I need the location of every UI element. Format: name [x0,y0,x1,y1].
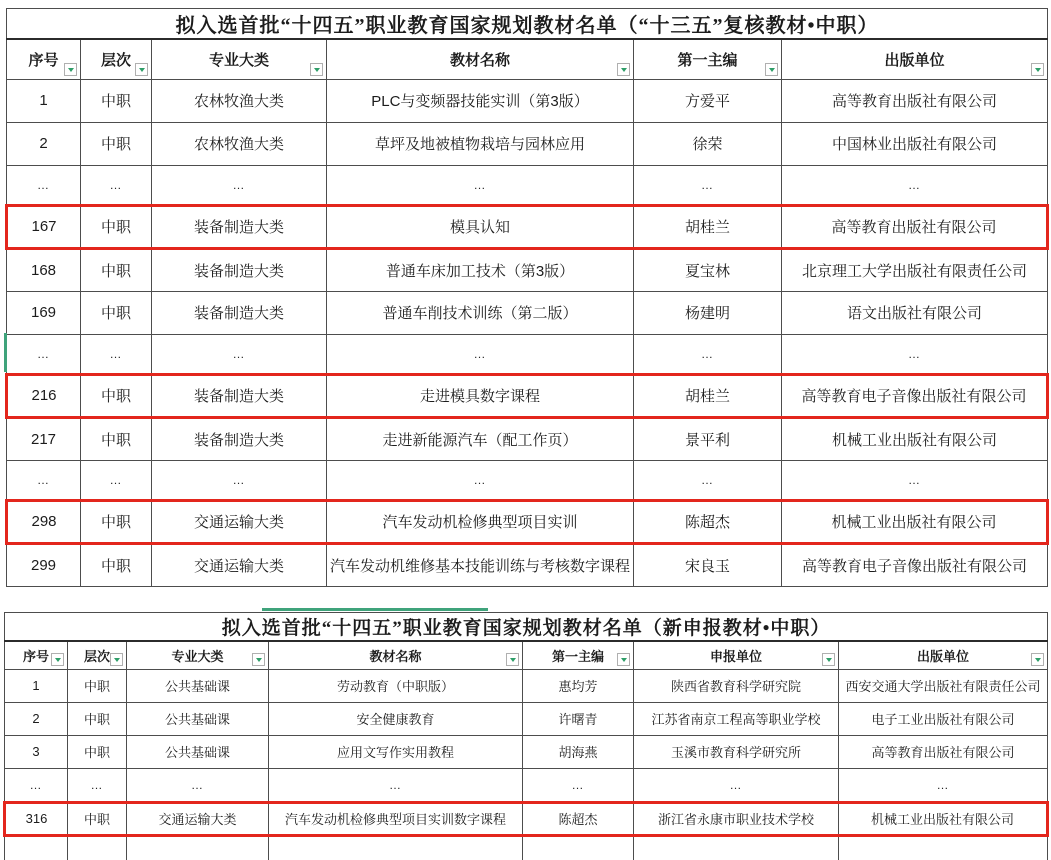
column-header [68,641,127,669]
column-header-label: 出版单位 [884,51,945,69]
table-row-highlighted [5,802,1048,835]
filter-dropdown-icon[interactable] [135,63,148,76]
table-cell: 公共基础课 [127,669,269,702]
table-cell: … [782,460,1048,500]
table-row [5,768,1048,802]
column-header [782,39,1048,79]
table-cell: … [5,768,68,802]
table-cell: 217 [7,417,81,460]
table-title: 拟入选首批“十四五”职业教育国家规划教材名单（新申报教材•中职） [5,613,1048,642]
table-cell: … [634,334,782,374]
table-cell: … [839,768,1048,802]
table-cell: 装备制造大类 [152,374,327,417]
table-cell: 高等教育出版社有限公司 [782,205,1048,248]
table-cell: 胡桂兰 [634,374,782,417]
column-header-label: 序号 [28,51,59,69]
table-cell: 装备制造大类 [152,248,327,291]
table-cell: … [327,460,634,500]
filter-dropdown-icon[interactable] [617,63,630,76]
column-header-label: 层次 [100,51,131,69]
filter-dropdown-icon[interactable] [1031,653,1044,666]
table-cell: 交通运输大类 [152,500,327,543]
table-cell: … [523,768,634,802]
table-cell: 农林牧渔大类 [152,122,327,165]
table-cell: 中职 [81,79,152,122]
table-cell: … [152,165,327,205]
table-cell: 杨建明 [634,291,782,334]
table-row [7,165,1048,205]
table-cell: … [269,768,523,802]
review-table [5,8,1049,587]
table-cell: 走进新能源汽车（配工作页） [327,417,634,460]
table-row [7,248,1048,291]
table-cell: … [327,334,634,374]
table-cell [634,835,839,860]
table-cell: 胡桂兰 [634,205,782,248]
table-cell: 2 [5,702,68,735]
table-cell: 陈超杰 [634,500,782,543]
column-header [327,39,634,79]
table-cell: … [81,334,152,374]
table-cell: 中职 [68,702,127,735]
table-cell [523,835,634,860]
table-row [7,543,1048,586]
table-cell: 168 [7,248,81,291]
filter-dropdown-icon[interactable] [506,653,519,666]
table-cell: 机械工业出版社有限公司 [782,500,1048,543]
new-application-table [3,612,1049,860]
table-cell: 汽车发动机检修典型项目实训 [327,500,634,543]
table-cell: 草坪及地被植物栽培与园林应用 [327,122,634,165]
table-row [7,460,1048,500]
table-cell: 汽车发动机维修基本技能训练与考核数字课程 [327,543,634,586]
table-cell: 高等教育出版社有限公司 [782,79,1048,122]
column-header-label: 申报单位 [709,648,762,664]
table-row [7,122,1048,165]
filter-dropdown-icon[interactable] [310,63,323,76]
stitch-artifact-green-line [262,608,488,611]
table-row [5,702,1048,735]
table-cell: 298 [7,500,81,543]
table-cell: 中职 [81,122,152,165]
table-cell: … [634,768,839,802]
column-header-label: 教材名称 [369,648,422,664]
table-cell: 高等教育电子音像出版社有限公司 [782,374,1048,417]
table-cell: 陕西省教育科学研究院 [634,669,839,702]
table-cell: … [152,460,327,500]
column-header-label: 出版单位 [917,648,970,664]
column-header [152,39,327,79]
table-cell: PLC与变频器技能实训（第3版） [327,79,634,122]
column-header-label: 专业大类 [171,648,224,664]
table-cell: 普通车床加工技术（第3版） [327,248,634,291]
table-cell: 中职 [81,417,152,460]
table-cell: 应用文写作实用教程 [269,735,523,768]
table-cell: 许曙青 [523,702,634,735]
filter-dropdown-icon[interactable] [617,653,630,666]
filter-dropdown-icon[interactable] [765,63,778,76]
table-cell: … [81,460,152,500]
table-row-highlighted [7,500,1048,543]
filter-dropdown-icon[interactable] [822,653,835,666]
column-header [5,641,68,669]
table-cell: 中国林业出版社有限公司 [782,122,1048,165]
table-cell: 交通运输大类 [127,802,269,835]
table-cell: 216 [7,374,81,417]
column-header-label: 教材名称 [449,51,510,69]
filter-dropdown-icon[interactable] [51,653,64,666]
filter-dropdown-icon[interactable] [64,63,77,76]
table-cell: 语文出版社有限公司 [782,291,1048,334]
table-cell: 胡海燕 [523,735,634,768]
table-cell: 劳动教育（中职版） [269,669,523,702]
table-cell: 北京理工大学出版社有限责任公司 [782,248,1048,291]
table-cell: … [634,165,782,205]
table-cell: 安全健康教育 [269,702,523,735]
table-cell: … [152,334,327,374]
table-cell [5,835,68,860]
table-cell: … [327,165,634,205]
column-header [7,39,81,79]
column-header [127,641,269,669]
table-cell: 西安交通大学出版社有限责任公司 [839,669,1048,702]
table-cell: 普通车削技术训练（第二版） [327,291,634,334]
table-cell: 机械工业出版社有限公司 [782,417,1048,460]
table-cell: 316 [5,802,68,835]
table-cell: 走进模具数字课程 [327,374,634,417]
table-cell: 1 [7,79,81,122]
table-cell: 中职 [81,205,152,248]
table-cell: 中职 [81,374,152,417]
table-cell: 电子工业出版社有限公司 [839,702,1048,735]
table-cell: 中职 [81,291,152,334]
table-cell: 中职 [81,543,152,586]
table-cell: 公共基础课 [127,702,269,735]
filter-dropdown-icon[interactable] [252,653,265,666]
table-cell: 徐荣 [634,122,782,165]
table-cell: 夏宝林 [634,248,782,291]
table-cell: … [782,165,1048,205]
table-cell: 169 [7,291,81,334]
stitch-artifact-green-sliver [4,333,7,372]
table-cell: … [68,768,127,802]
column-header [523,641,634,669]
table-row [7,79,1048,122]
table-cell: 装备制造大类 [152,291,327,334]
table-cell: 玉溪市教育科学研究所 [634,735,839,768]
table-cell: 高等教育出版社有限公司 [839,735,1048,768]
table-cell: 高等教育电子音像出版社有限公司 [782,543,1048,586]
table-row [5,735,1048,768]
table-cell [68,835,127,860]
table-cell: 中职 [68,669,127,702]
table-cell [839,835,1048,860]
table-cell: 农林牧渔大类 [152,79,327,122]
table-cell: 装备制造大类 [152,417,327,460]
table-cell: 浙江省永康市职业技术学校 [634,802,839,835]
table-title: 拟入选首批“十四五”职业教育国家规划教材名单（“十三五”复核教材•中职） [7,9,1048,40]
column-header [634,39,782,79]
table-cell: 江苏省南京工程高等职业学校 [634,702,839,735]
table-row [5,669,1048,702]
table-cell: 167 [7,205,81,248]
table-cell: … [7,165,81,205]
filter-dropdown-icon[interactable] [1031,63,1044,76]
column-header-label: 层次 [83,648,110,664]
table-cell: 模具认知 [327,205,634,248]
table-cell: 3 [5,735,68,768]
table-cell: 2 [7,122,81,165]
table-cell: 方爱平 [634,79,782,122]
table-cell: 景平利 [634,417,782,460]
table-cell: … [782,334,1048,374]
column-header-label: 第一主编 [551,648,604,664]
column-header [634,641,839,669]
table-cell: … [7,460,81,500]
table-cell: 中职 [68,735,127,768]
column-header [81,39,152,79]
table-cell: … [7,334,81,374]
table-row [7,417,1048,460]
table-cell: 公共基础课 [127,735,269,768]
table-cell: 机械工业出版社有限公司 [839,802,1048,835]
filter-dropdown-icon[interactable] [110,653,123,666]
table-cell: … [634,460,782,500]
table-cell: 中职 [81,500,152,543]
table-cell: 299 [7,543,81,586]
column-header [839,641,1048,669]
table-cell: 陈超杰 [523,802,634,835]
column-header-label: 专业大类 [208,51,269,69]
table-cell: 中职 [68,802,127,835]
table-cell: 中职 [81,248,152,291]
table-row [5,835,1048,860]
table-cell: 1 [5,669,68,702]
table-cell [269,835,523,860]
table-cell: … [127,768,269,802]
table-cell: 装备制造大类 [152,205,327,248]
table-row [7,291,1048,334]
column-header [269,641,523,669]
table-cell: 惠均芳 [523,669,634,702]
column-header-label: 第一主编 [677,51,738,69]
table-cell: 汽车发动机检修典型项目实训数字课程 [269,802,523,835]
table-cell: 交通运输大类 [152,543,327,586]
table-cell: … [81,165,152,205]
column-header-label: 序号 [22,648,49,664]
table-cell [127,835,269,860]
table-row [7,334,1048,374]
table-cell: 宋良玉 [634,543,782,586]
table-row-highlighted [7,205,1048,248]
table-row-highlighted [7,374,1048,417]
